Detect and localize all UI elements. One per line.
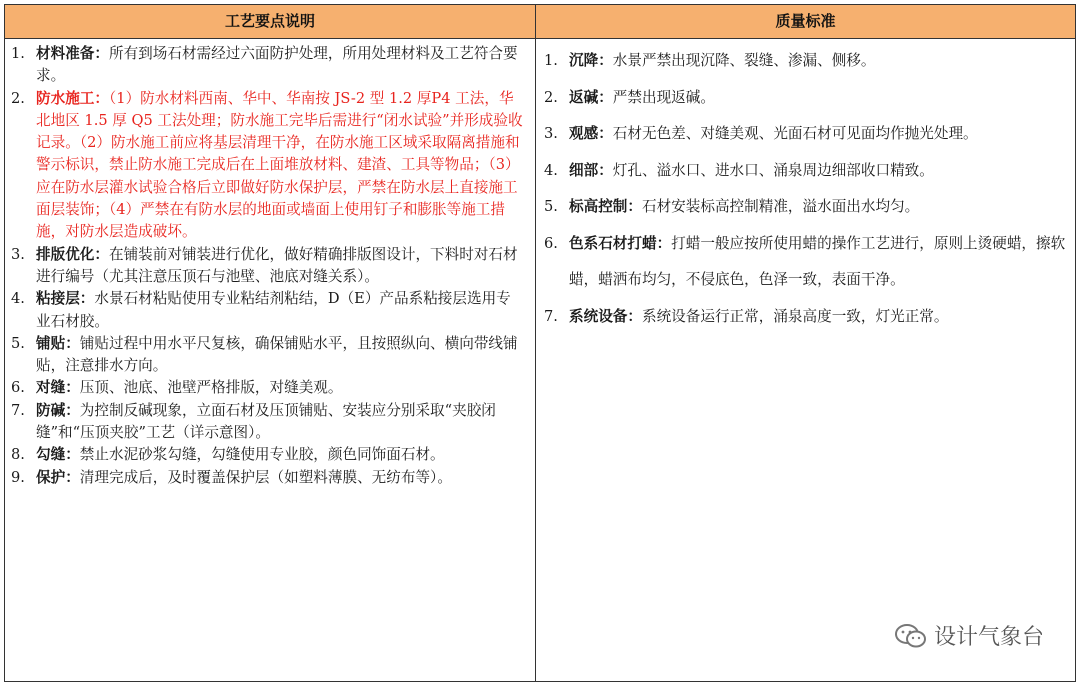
process-point-item-label: 防碱： bbox=[36, 401, 80, 419]
process-point-item bbox=[11, 43, 525, 88]
process-point-item-label: 防水施工： bbox=[36, 89, 109, 107]
process-point-item-text: 在铺装前对铺装进行优化，做好精确排版图设计，下料时对石材进行编号（尤其注意压顶石与池壁、池底对缝关系）。 bbox=[36, 245, 518, 285]
process-point-item-body bbox=[36, 43, 525, 88]
process-point-item-number: 3. bbox=[11, 245, 25, 263]
process-point-item-text: 水景石材粘贴使用专业粘结剂粘结，D（E）产品系粘接层选用专业石材胶。 bbox=[36, 290, 511, 330]
quality-standard-item bbox=[544, 116, 1067, 153]
process-point-item-body bbox=[36, 444, 525, 466]
process-point-item-number: 6. bbox=[11, 379, 25, 397]
process-point-item-label: 勾缝： bbox=[36, 446, 80, 464]
wechat-icon bbox=[894, 623, 928, 649]
process-point-item-label: 对缝： bbox=[36, 379, 80, 397]
quality-standard-item-body bbox=[569, 226, 1067, 299]
quality-standard-item bbox=[544, 43, 1067, 80]
process-point-item-body bbox=[36, 377, 525, 399]
quality-standard-item-label: 沉降： bbox=[569, 52, 613, 69]
quality-standard-item-label: 返碱： bbox=[569, 88, 613, 106]
process-point-item-number: 5. bbox=[11, 334, 25, 352]
process-point-item-body bbox=[36, 244, 525, 289]
quality-standard-item-number: 4. bbox=[544, 161, 558, 179]
quality-standard-item-text: 水景严禁出现沉降、裂缝、渗漏、侧移。 bbox=[612, 52, 876, 69]
quality-standard-item-number: 2. bbox=[544, 88, 558, 106]
quality-standard-item-text: 打蜡一般应按所使用蜡的操作工艺进行，原则上烫硬蜡，擦软蜡，蜡洒布均匀，不侵底色，色泽一致，表面干净。 bbox=[569, 234, 1066, 288]
process-point-item-body bbox=[36, 467, 525, 489]
quality-standard-item-body bbox=[569, 153, 1067, 190]
quality-standard-item-label: 系统设备： bbox=[569, 307, 642, 325]
process-point-item-text: 禁止水泥砂浆勾缝，勾缝使用专业胶，颜色同饰面石材。 bbox=[79, 446, 445, 464]
header-process-points: 工艺要点说明 bbox=[224, 12, 315, 30]
process-points-column bbox=[5, 43, 535, 681]
process-point-item-label: 排版优化： bbox=[36, 245, 109, 263]
process-point-item bbox=[11, 88, 525, 244]
quality-standard-item-label: 色系石材打蜡： bbox=[569, 234, 672, 252]
quality-standard-item-text: 石材安装标高控制精准，溢水面出水均匀。 bbox=[641, 198, 920, 215]
process-point-item-label: 材料准备： bbox=[36, 45, 109, 62]
quality-standard-item-number: 1. bbox=[544, 52, 558, 69]
process-point-item-number: 7. bbox=[11, 401, 25, 419]
quality-standard-item-body bbox=[569, 299, 1067, 336]
process-point-item-number: 8. bbox=[11, 446, 25, 464]
process-point-item-number: 9. bbox=[11, 468, 25, 486]
process-point-item bbox=[11, 377, 525, 399]
process-point-item bbox=[11, 444, 525, 466]
quality-standard-item-text: 灯孔、溢水口、进水口、涌泉周边细部收口精致。 bbox=[612, 161, 934, 179]
process-point-item bbox=[11, 288, 525, 333]
quality-standard-item bbox=[544, 80, 1067, 117]
quality-standard-item-label: 标高控制： bbox=[569, 198, 642, 215]
process-point-item-body bbox=[36, 333, 525, 378]
process-point-item bbox=[11, 467, 525, 489]
watermark bbox=[894, 620, 1044, 651]
process-point-item-body bbox=[36, 88, 525, 244]
process-point-item-text: 铺贴过程中用水平尺复核，确保铺贴水平，且按照纵向、横向带线铺贴，注意排水方向。 bbox=[36, 334, 518, 375]
quality-standard-item-number: 5. bbox=[544, 198, 558, 215]
process-point-item-text: 所有到场石材需经过六面防护处理，所用处理材料及工艺符合要求。 bbox=[36, 45, 518, 85]
process-point-item-number: 1. bbox=[11, 45, 25, 62]
process-point-item-number: 4. bbox=[11, 290, 25, 308]
process-point-item-text: （1）防水材料西南、华中、华南按 JS-2 型 1.2 厚P4 工法，华北地区 1.5 厚 Q5 工法处理；防水施工完毕后需进行“闭水试验”并形成验收记录。（2）防水施工前应将基层清理干净，在防水施工区域采取隔离措施和警示标识，禁止防水施工完成后在上面堆放材料、建渣、工具等物品；（3）应在防水层灌水试验合格后立即做好防水保护层，严禁在防水层上直接施工面层装饰；（4）严禁在有防水层的地面或墙面上使用钉子和膨胀等施工措施，对防水层造成破坏。 bbox=[36, 89, 523, 241]
process-point-item-text: 清理完成后，及时覆盖保护层（如塑料薄膜、无纺布等）。 bbox=[79, 468, 452, 486]
header-quality-standards: 质量标准 bbox=[775, 12, 836, 30]
quality-standard-item-label: 观感： bbox=[569, 125, 613, 142]
process-point-item-label: 铺贴： bbox=[36, 334, 80, 352]
quality-standard-item-number: 7. bbox=[544, 307, 558, 325]
process-point-item-body bbox=[36, 288, 525, 333]
process-point-item bbox=[11, 333, 525, 378]
process-point-item-text: 压顶、池底、池壁严格排版，对缝美观。 bbox=[79, 379, 343, 397]
spec-table bbox=[4, 4, 1076, 682]
quality-standard-item-body bbox=[569, 116, 1067, 153]
quality-standard-item bbox=[544, 226, 1067, 299]
quality-standard-item-number: 3. bbox=[544, 125, 558, 142]
quality-standard-item-text: 系统设备运行正常，涌泉高度一致，灯光正常。 bbox=[641, 307, 949, 325]
quality-standard-item bbox=[544, 299, 1067, 336]
process-point-item-label: 粘接层： bbox=[36, 290, 95, 308]
quality-standard-item-label: 细部： bbox=[569, 161, 613, 179]
quality-standard-item-number: 6. bbox=[544, 234, 558, 252]
process-point-item-body bbox=[36, 400, 525, 445]
process-point-item-number: 2. bbox=[11, 89, 25, 107]
quality-standard-item-body bbox=[569, 43, 1067, 80]
process-point-item bbox=[11, 400, 525, 445]
process-point-item-label: 保护： bbox=[36, 468, 80, 486]
quality-standard-item bbox=[544, 153, 1067, 190]
quality-standard-item-text: 石材无色差、对缝美观、光面石材可见面均作抛光处理。 bbox=[612, 125, 978, 142]
table-header bbox=[5, 5, 1075, 39]
quality-standard-item-body bbox=[569, 80, 1067, 117]
process-point-item bbox=[11, 244, 525, 289]
quality-standards-column bbox=[536, 43, 1075, 681]
watermark-text: 设计气象台 bbox=[933, 625, 1044, 650]
quality-standard-item bbox=[544, 189, 1067, 226]
quality-standard-item-text: 严禁出现返碱。 bbox=[612, 88, 715, 106]
quality-standard-item-body bbox=[569, 189, 1067, 226]
process-point-item-text: 为控制反碱现象，立面石材及压顶铺贴、安装应分别采取“夹胶闭缝”和“压顶夹胶”工艺（详示意图）。 bbox=[36, 401, 496, 442]
